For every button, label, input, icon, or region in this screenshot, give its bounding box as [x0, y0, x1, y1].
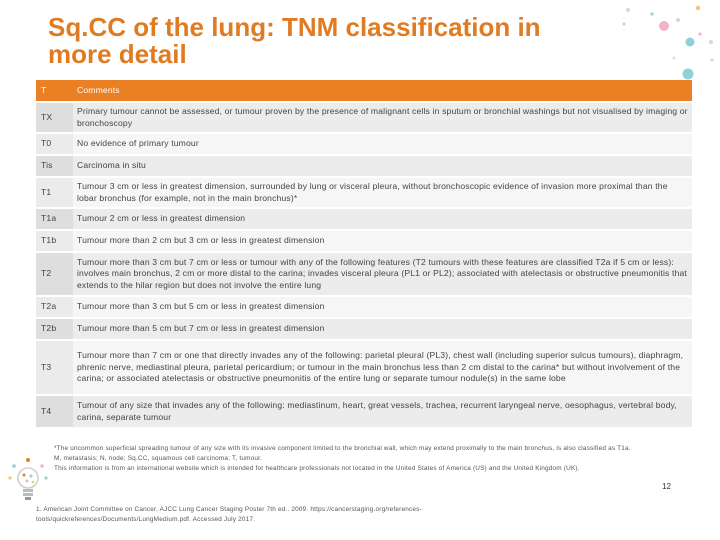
row-code: T0 [36, 133, 73, 155]
row-text: Tumour of any size that invades any of the following: mediastinum, heart, great vessels, trachea, recurrent laryngeal nerve, oesophagus, vertebral body, carina, separate tumour [73, 395, 692, 428]
row-text: Tumour more than 3 cm but 7 cm or less or tumour with any of the following features (T2 tumours with these features are classified T2a if 5 cm or less): involves main bronchus, 2 cm or more distal to the carina; invades visceral pleura (PL1 or PL2); associated with atelectasis or obstructive pneumonitis that extends to the hilar region but does not involve the entire lung [73, 252, 692, 296]
table-row [36, 155, 692, 177]
decorative-dots [594, 2, 720, 82]
row-code: T2b [36, 318, 73, 340]
row-text: Tumour more than 2 cm but 3 cm or less in greatest dimension [73, 230, 692, 252]
table-row [36, 230, 692, 252]
row-code: T3 [36, 340, 73, 395]
table-row [36, 252, 692, 296]
row-code: T4 [36, 395, 73, 428]
table-row [36, 177, 692, 208]
table-row [36, 318, 692, 340]
row-code: T1 [36, 177, 73, 208]
row-code: T1b [36, 230, 73, 252]
row-code: T2 [36, 252, 73, 296]
row-code: T1a [36, 208, 73, 230]
table-row [36, 296, 692, 318]
row-code: Tis [36, 155, 73, 177]
footnotes [54, 444, 654, 475]
page-title: Sq.CC of the lung: TNM classification in more detail [48, 12, 541, 69]
row-text: Tumour more than 3 cm but 5 cm or less in greatest dimension [73, 296, 692, 318]
row-text: Primary tumour cannot be assessed, or tumour proven by the presence of malignant cells in sputum or bronchial washings but not visualised by imaging or bronchoscopy [73, 102, 692, 133]
row-text: No evidence of primary tumour [73, 133, 692, 155]
table-row [36, 133, 692, 155]
footnote-text: This information is from an international website which is intended for healthcare professionals not located in the United States of America (US) and the United Kingdom (UK). [54, 465, 580, 473]
row-code: TX [36, 102, 73, 133]
table-header-row [36, 80, 692, 102]
tnm-table [36, 80, 692, 429]
table-row [36, 102, 692, 133]
page-number: 12 [662, 482, 671, 491]
table-row [36, 340, 692, 395]
reference-text: 1. American Joint Committee on Cancer. AJCC Lung Cancer Staging Poster 7th ed.. 2009. https://cancerstaging.org/references-tools/quickreferences/Documents/LungMedium.pdf. Accessed July 2017. [36, 506, 422, 523]
table-row [36, 208, 692, 230]
row-text: Carcinoma in situ [73, 155, 692, 177]
row-text: Tumour 2 cm or less in greatest dimension [73, 208, 692, 230]
row-text: Tumour more than 7 cm or one that directly invades any of the following: parietal pleural (PL3), chest wall (including superior sulcus tumours), diaphragm, phrenic nerve, mediastinal pleura, parietal pericardium; or tumour in the main bronchus less than 2 cm distal to the carina* but without involvement of the carina; or associated atelectasis or obstructive pneumonitis of the entire lung or separate tumour nodule(s) in the same lobe [73, 340, 692, 395]
header-comments-cell: Comments [73, 80, 692, 102]
header-code-cell: T [36, 80, 73, 102]
footnote-text: M, metastasis; N, node; Sq.CC, squamous cell carcinoma; T, tumour. [54, 455, 263, 463]
footnote-text: *The uncommon superficial spreading tumour of any size with its invasive component limited to the bronchial wall, which may extend proximally to the main bronchus, is also classified as T1a. [54, 445, 631, 452]
row-code: T2a [36, 296, 73, 318]
table-row [36, 395, 692, 428]
row-text: Tumour more than 5 cm but 7 cm or less in greatest dimension [73, 318, 692, 340]
row-text: Tumour 3 cm or less in greatest dimension, surrounded by lung or visceral pleura, without bronchoscopic evidence of invasion more proximal than the lobar bronchus (for example, not in the main bronchus)* [73, 177, 692, 208]
